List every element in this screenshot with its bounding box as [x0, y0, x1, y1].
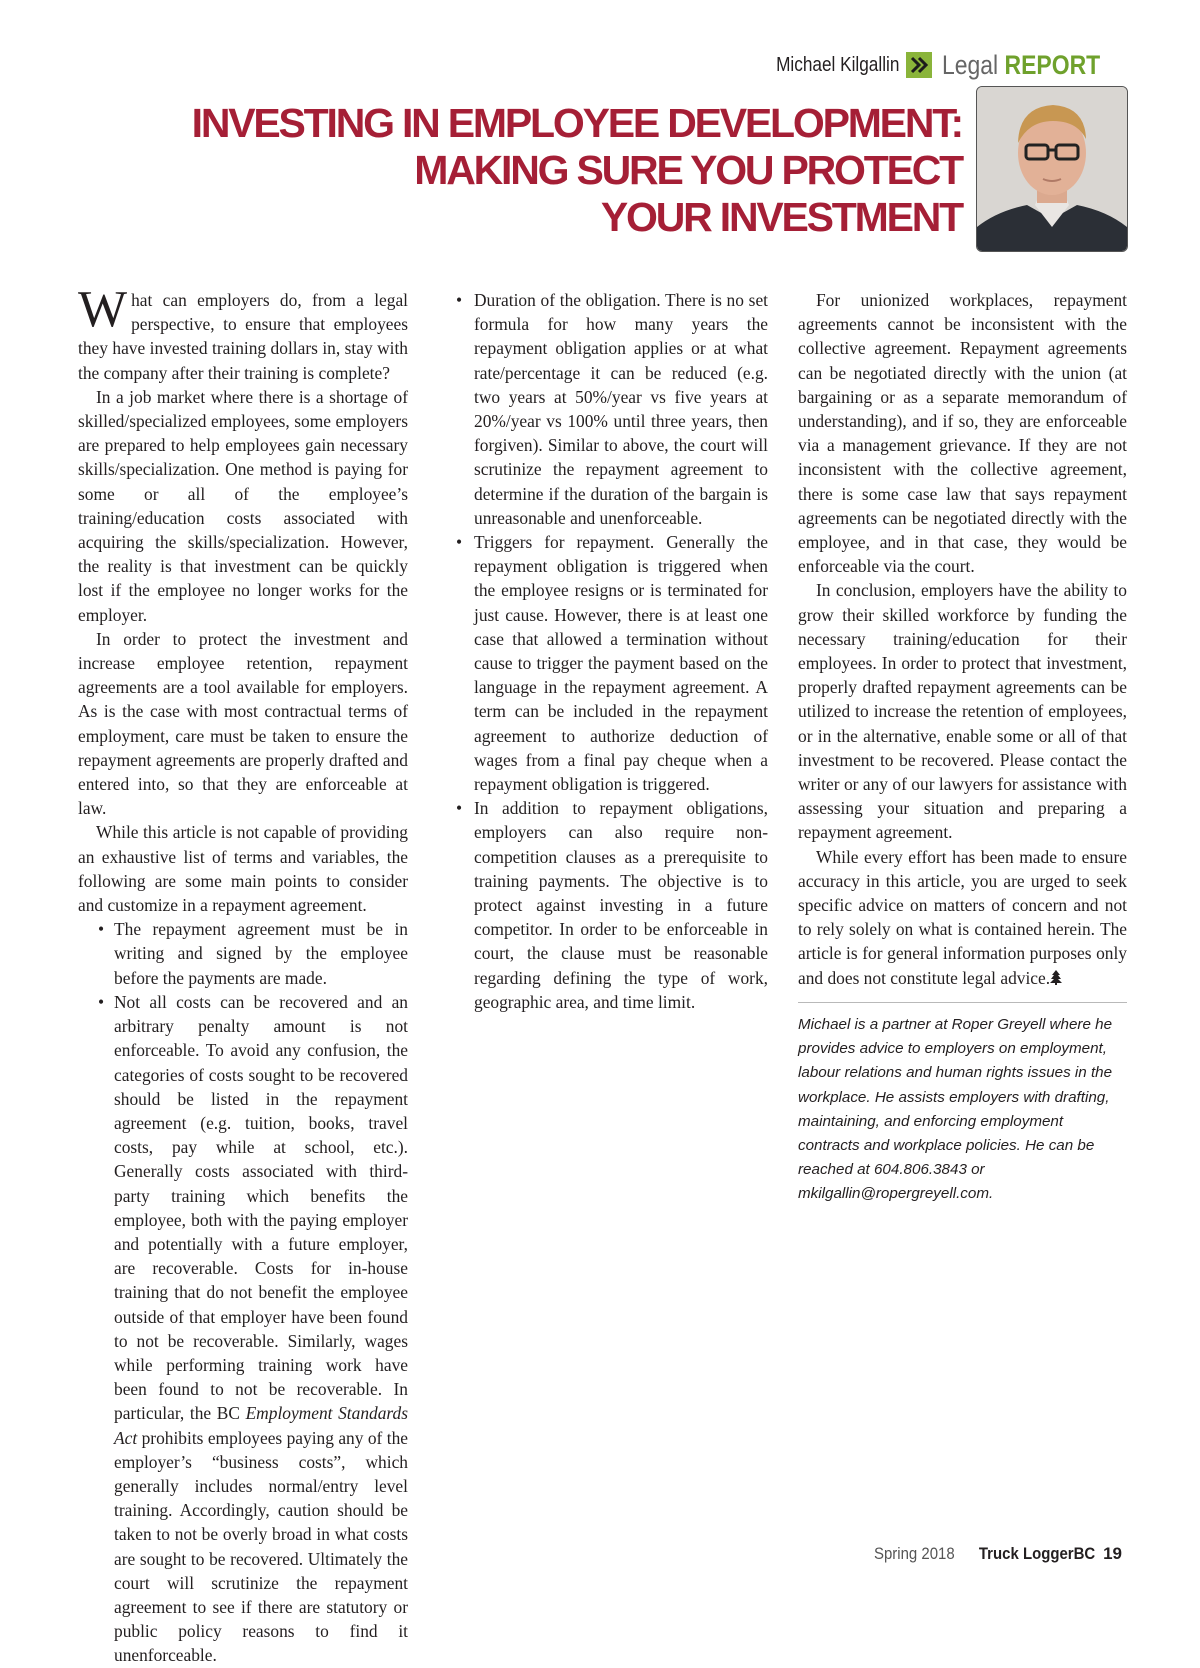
author-photo — [976, 86, 1128, 252]
section-label-bold: REPORT — [1004, 49, 1101, 80]
title-line: INVESTING IN EMPLOYEE DEVELOPMENT: — [191, 100, 962, 146]
page-number: 19 — [1103, 1544, 1122, 1563]
drop-cap: W — [78, 281, 128, 338]
list-item: • The repayment agreement must be in writing and signed by the employee before the payments are made. — [78, 917, 408, 990]
section-label — [942, 50, 1100, 81]
article-column-2 — [474, 288, 768, 1014]
paragraph: In a job market where there is a shortage of skilled/specialized employees, some employers are prepared to help employees gain necessary skills/specialization. One method is paying for some or all of the employee’s training/education costs associated with acquiring the skills/specialization. However, the reality is that investment can be quickly lost if the employee no longer works for the employer. — [78, 386, 408, 625]
title-line: YOUR INVESTMENT — [600, 194, 962, 240]
article-title — [62, 100, 962, 241]
author-name: Michael Kilgallin — [776, 53, 900, 76]
paragraph: For unionized workplaces, repayment agreements cannot be inconsistent with the collective agreement. Repayment agreements can be negotiated directly with the union (at bargaining or as a separate memorandum of understanding), and if so, they are enforceable via a management grievance. If they are not inconsistent with the collective agreement, there is some case law that says repayment agreements can be negotiated directly with the employee, and in that case, they would be enforceable via the court. — [798, 290, 1127, 577]
paragraph: What can employers do, from a legal perspective, to ensure that employees they have invested training dollars in, stay with the company after their training is complete? — [78, 281, 408, 383]
article-column-3 — [798, 288, 1127, 1207]
paragraph: While this article is not capable of providing an exhaustive list of terms and variables, the following are some main points to consider and customize in a repayment agreement. — [78, 822, 408, 916]
page-footer — [863, 1544, 1122, 1564]
title-line: MAKING SURE YOU PROTECT — [414, 147, 962, 193]
article-column-1 — [78, 281, 408, 1668]
issue-date: Spring 2018 — [874, 1544, 955, 1563]
divider — [798, 1002, 1127, 1003]
double-chevron-right-icon — [906, 52, 932, 78]
bullet-list — [474, 288, 768, 1014]
author-bio: Michael is a partner at Roper Greyell where he provides advice to employers on employment, labour relations and human rights issues in the workplace. He assists employers with drafting, maintaining, and enforcing employment contracts and workplace policies. He can be reached at 604.806.3843 or mkilgallin@ropergreyell.com. — [798, 1015, 1113, 1203]
paragraph: While every effort has been made to ensure accuracy in this article, you are urged to seek specific advice on matters of concern and not to rely solely on what is contained herein. The article is for general information purposes only and does not constitute legal advice. — [798, 846, 1127, 988]
page-header — [756, 48, 1128, 82]
list-item: • Duration of the obligation. There is no set formula for how many years the repayment obligation applies or at what rate/percentage it can be reduced (e.g. two years at 50%/year vs five years at 20%/year vs 100% until three years, then forgiven). Similar to above, the court will scrutinize the repayment agreement to determine if the duration of the bargain is unreasonable and unenforceable. — [474, 288, 768, 530]
tree-icon — [1050, 968, 1062, 988]
paragraph: In conclusion, employers have the ability to grow their skilled workforce by funding the necessary training/education for their employees. In order to protect that investment, properly drafted repayment agreements can be utilized to increase the retention of employees, or in the alternative, enable some or all of that investment to be recovered. Please contact the writer or any of our lawyers for assistance with assessing your situation and preparing a repayment agreement. — [798, 580, 1127, 843]
section-label-light: Legal — [941, 49, 999, 80]
list-item: • In addition to repayment obligations, employers can also require non-competition clauses as a prerequisite to training payments. The objective is to protect against investing in a future competitor. In order to be enforceable in court, the clause must be reasonable regarding defining the type of work, geographic area, and time limit. — [474, 796, 768, 1014]
paragraph: In order to protect the investment and increase employee retention, repayment agreements are a tool available for employers. As is the case with most contractual terms of employment, care must be taken to ensure the repayment agreements are properly drafted and entered into, so that they are enforceable at law. — [78, 628, 408, 819]
list-item: • Triggers for repayment. Generally the repayment obligation is triggered when the employee resigns or is terminated for just cause. However, there is at least one case that allowed a termination without cause to trigger the payment based on the language in the repayment agreement. A term can be included in the repayment agreement to authorize deduction of wages from a final pay cheque when a repayment obligation is triggered. — [474, 530, 768, 796]
list-item: • Not all costs can be recovered and an arbitrary penalty amount is not enforceable. To avoid any confusion, the categories of costs sought to be recovered should be listed in the repayment agreement (e.g. tuition, books, travel costs, pay while at school, etc.). Generally costs associated with third-party training which benefits the employee, both with the paying employer and potentially with a future employer, are recoverable. Costs for in-house training that do not benefit the employee outside of that employer have been found to not be recoverable. Similarly, wages while performing training work have been found to not be recoverable. In particular, the BC Employment Standards Act prohibits employees paying any of the employer’s “business costs”, which generally includes normal/entry level training. Accordingly, caution should be taken to not be overly broad in what costs are sought to be recovered. Ultimately the court will scrutinize the repayment agreement to see if there are statutory or public policy reasons to find it unenforceable. — [78, 990, 408, 1668]
bullet-list — [78, 917, 408, 1667]
magazine-name: Truck LoggerBC — [978, 1544, 1096, 1563]
